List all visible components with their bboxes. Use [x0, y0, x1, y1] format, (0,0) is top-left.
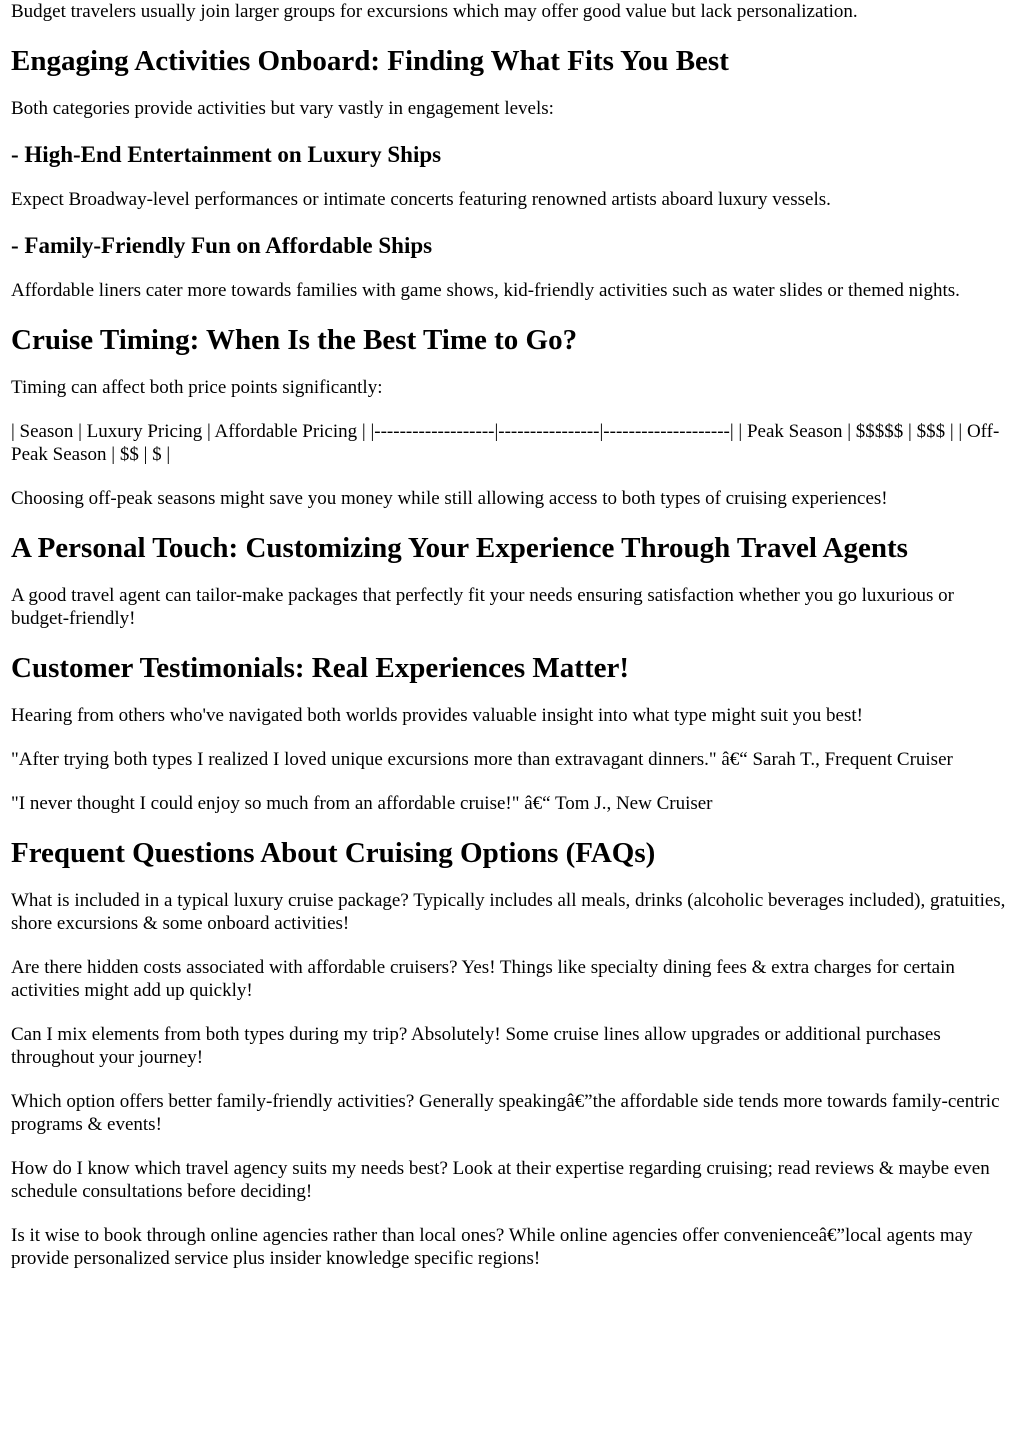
- luxury-entertainment-subheading: - High-End Entertainment on Luxury Ships: [11, 142, 442, 167]
- faq-item: How do I know which travel agency suits my needs best? Look at their expertise regarding cruising; read reviews & maybe even schedule consultations before deciding!: [11, 1158, 990, 1202]
- travel-agents-heading: A Personal Touch: Customizing Your Experience Through Travel Agents: [11, 532, 908, 564]
- family-fun-paragraph: Affordable liners cater more towards families with game shows, kid-friendly activities such as water slides or themed nights.: [11, 280, 960, 301]
- luxury-entertainment-paragraph: Expect Broadway-level performances or intimate concerts featuring renowned artists aboard luxury vessels.: [11, 189, 831, 210]
- testimonial-quote: "After trying both types I realized I loved unique excursions more than extravagant dinners." â€“ Sarah T., Frequent Cruiser: [11, 749, 953, 770]
- testimonials-intro-paragraph: Hearing from others who've navigated both worlds provides valuable insight into what type might suit you best!: [11, 705, 863, 726]
- timing-heading: Cruise Timing: When Is the Best Time to Go?: [11, 324, 578, 356]
- faq-item: Can I mix elements from both types during my trip? Absolutely! Some cruise lines allow upgrades or additional purchases throughout your journey!: [11, 1024, 941, 1068]
- faq-item: What is included in a typical luxury cruise package? Typically includes all meals, drinks (alcoholic beverages included), gratuities, shore excursions & some onboard activities!: [11, 890, 1006, 934]
- family-fun-subheading: - Family-Friendly Fun on Affordable Ships: [11, 233, 433, 258]
- faqs-heading: Frequent Questions About Cruising Options (FAQs): [11, 837, 656, 869]
- pricing-table-text: | Season | Luxury Pricing | Affordable Pricing | |-------------------|----------------|--------------------| | Peak Season | $$$$$ | $$$ | | Off-Peak Season | $$ | $ |: [11, 421, 1000, 465]
- timing-intro-paragraph: Timing can affect both price points significantly:: [11, 377, 383, 398]
- faq-item: Is it wise to book through online agencies rather than local ones? While online agencies offer convenienceâ€”local agents may provide personalized service plus insider knowledge specific regions!: [11, 1225, 973, 1269]
- off-peak-paragraph: Choosing off-peak seasons might save you money while still allowing access to both types of cruising experiences!: [11, 488, 888, 509]
- faq-item: Which option offers better family-friendly activities? Generally speakingâ€”the affordable side tends more towards family-centric programs & events!: [11, 1091, 1000, 1135]
- testimonial-quote: "I never thought I could enjoy so much from an affordable cruise!" â€“ Tom J., New Cruiser: [11, 793, 713, 814]
- budget-groups-paragraph: Budget travelers usually join larger groups for excursions which may offer good value but lack personalization.: [11, 1, 858, 22]
- activities-heading: Engaging Activities Onboard: Finding What Fits You Best: [11, 45, 729, 77]
- faq-item: Are there hidden costs associated with affordable cruisers? Yes! Things like specialty dining fees & extra charges for certain activities might add up quickly!: [11, 957, 955, 1001]
- activities-intro-paragraph: Both categories provide activities but vary vastly in engagement levels:: [11, 98, 554, 119]
- travel-agents-paragraph: A good travel agent can tailor-make packages that perfectly fit your needs ensuring satisfaction whether you go luxurious or budget-friendly!: [11, 585, 954, 629]
- testimonials-heading: Customer Testimonials: Real Experiences Matter!: [11, 652, 630, 684]
